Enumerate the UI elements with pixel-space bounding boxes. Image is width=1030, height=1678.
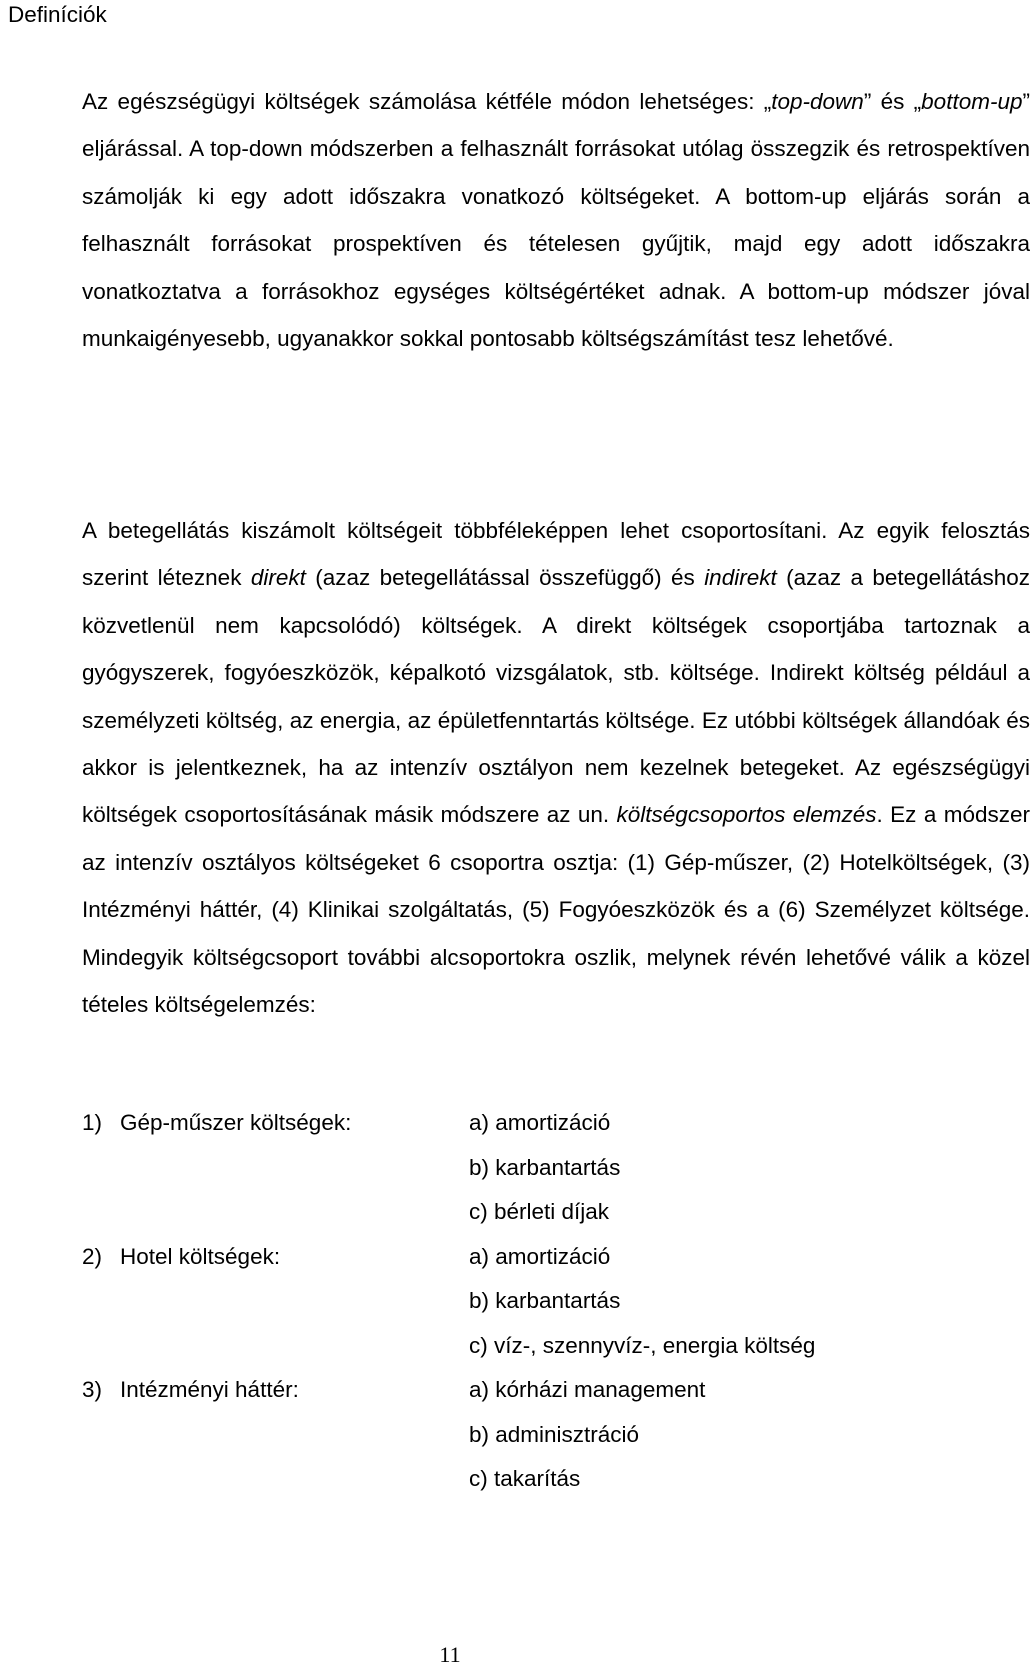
italic-term: bottom-up	[921, 89, 1023, 114]
cost-subgroup-item: b) karbantartás	[469, 1288, 621, 1313]
cost-group-row	[0, 1411, 960, 1458]
cost-group-row	[0, 1188, 960, 1235]
cost-subgroup-item: a) amortizáció	[469, 1110, 611, 1135]
cost-subgroup-item: c) takarítás	[469, 1466, 581, 1491]
cost-subgroup-item: b) karbantartás	[469, 1154, 621, 1180]
text-run: . Ez a módszer az intenzív osztályos költségeket 6 csoportra osztja: (1) Gép-műszer, (2) Hotelköltségek, (3) Intézményi háttér, (4) Klinikai szolgáltatás, (5) Fogyóeszközök és a (6) Személyzet költsége. Mindegyik költségcsoport további alcsoportokra oszlik, melynek révén lehetővé válik a közel tételes költségelemzés:	[82, 802, 1030, 1018]
text-run: ” eljárással. A top-down módszerben a felhasznált forrásokat utólag összegzik és retrospektíven számolják ki egy adott időszakra vonatkozó költségeket. A bottom-up eljárás során a felhasznált forrásokat prospektíven és tételesen gyűjtik, majd egy adott időszakra vonatkoztatva a forrásokhoz egységes költségértéket adnak. A bottom-up módszer jóval munkaigényesebb, ugyanakkor sokkal pontosabb költségszámítást tesz lehetővé.	[82, 89, 1030, 352]
cost-group-number: 1)	[82, 1110, 103, 1135]
italic-term: indirekt	[704, 565, 777, 591]
paragraph-methods	[8, 78, 1030, 362]
cost-group-label: Gép-műszer költségek:	[120, 1110, 352, 1135]
cost-group-number: 3)	[82, 1377, 103, 1402]
cost-subgroup-item: b) adminisztráció	[469, 1421, 640, 1447]
section-heading: Definíciók	[8, 2, 107, 27]
cost-group-label: Hotel költségek:	[120, 1243, 281, 1269]
paragraph-cost-classification	[8, 507, 1030, 1028]
cost-group-row	[0, 1366, 960, 1413]
text-run: (azaz betegellátással összefüggő) és	[305, 565, 705, 591]
cost-group-row	[0, 1144, 960, 1191]
cost-group-number: 2)	[82, 1243, 103, 1269]
text-run: ” és „	[863, 89, 922, 114]
cost-subgroup-item: a) kórházi management	[469, 1377, 706, 1402]
cost-group-row	[0, 1277, 960, 1324]
text-run: (azaz a betegellátáshoz közvetlenül nem kapcsolódó) költségek. A direkt költségek csoportjába tartoznak a gyógyszerek, fogyóeszközök, képalkotó vizsgálatok, stb. költsége. Indirekt költség például a személyzeti költség, az energia, az épületfenntartás költsége. Ez utóbbi költségek állandóak és akkor is jelentkeznek, ha az intenzív osztályon nem kezelnek betegeket. Az egészségügyi költségek csoportosításának másik módszere az un.	[82, 565, 1030, 828]
text-run: A betegellátás kiszámolt költségeit többféleképpen lehet csoportosítani. Az egyik felosztás szerint léteznek	[82, 518, 1030, 591]
cost-subgroup-item: c) bérleti díjak	[469, 1199, 610, 1224]
cost-group-row	[0, 1322, 960, 1369]
cost-group-row	[0, 1455, 960, 1502]
cost-group-label: Intézményi háttér:	[120, 1377, 299, 1402]
italic-term: top-down	[771, 89, 864, 114]
text-run: Az egészségügyi költségek számolása kétféle módon lehetséges: „	[82, 89, 772, 114]
cost-group-row	[0, 1099, 960, 1146]
cost-group-row	[0, 1233, 960, 1280]
italic-term: költségcsoportos elemzés	[616, 802, 877, 828]
page-number: 11	[439, 1642, 461, 1667]
cost-subgroup-item: c) víz-, szennyvíz-, energia költség	[469, 1332, 816, 1358]
cost-subgroup-item: a) amortizáció	[469, 1243, 611, 1269]
italic-term: direkt	[250, 565, 306, 591]
